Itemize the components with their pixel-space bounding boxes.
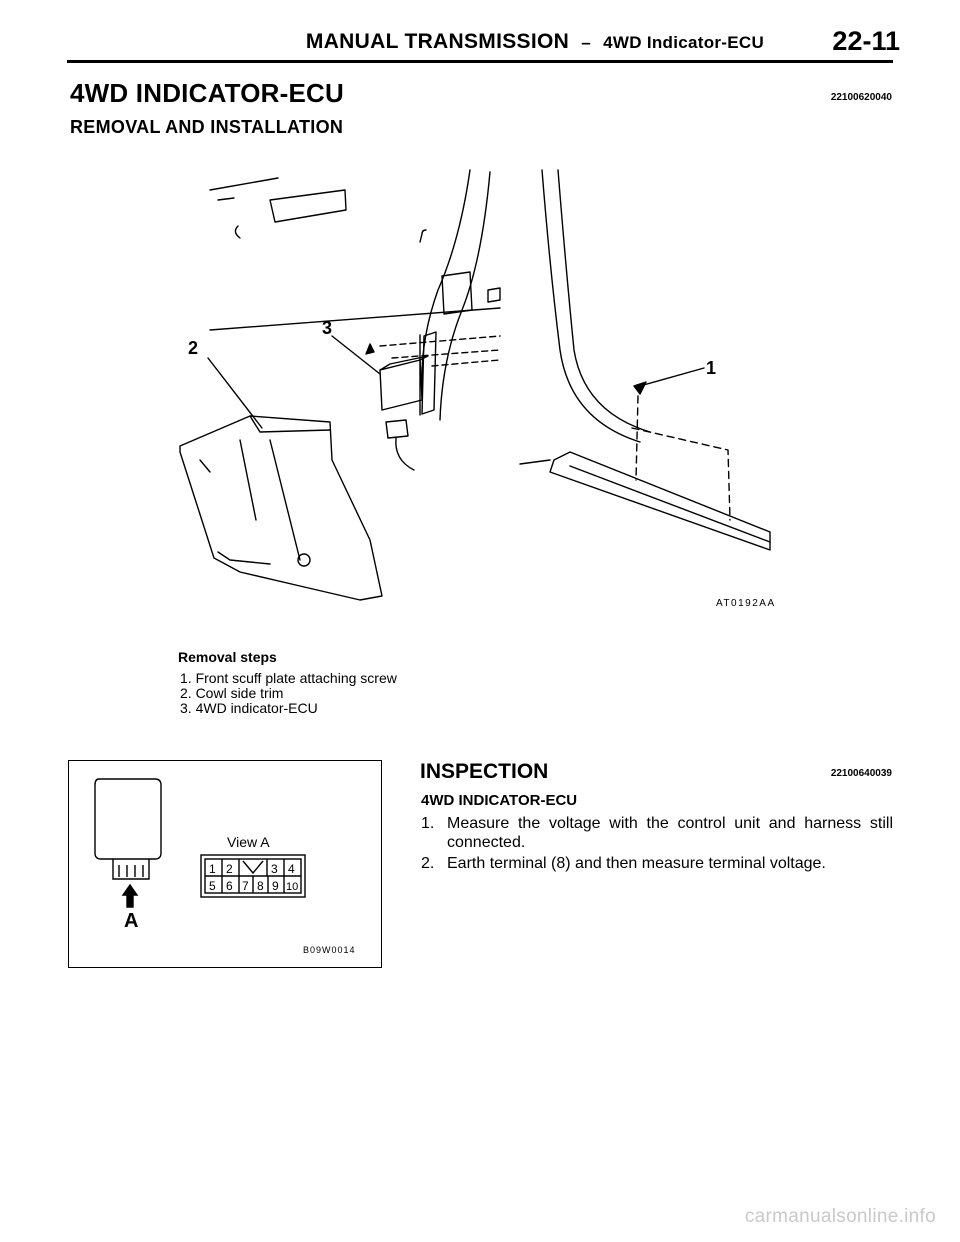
inspection-item — [421, 854, 893, 873]
inspection-item — [421, 814, 893, 852]
figure1-code: AT0192AA — [716, 598, 776, 609]
figure2-code: B09W0014 — [303, 945, 356, 955]
inspection-title: INSPECTION — [420, 760, 549, 783]
inspection-item-text: Earth terminal (8) and then measure terminal voltage. — [447, 855, 826, 872]
pin-2: 2 — [226, 862, 233, 876]
header-subtitle: 4WD Indicator-ECU — [603, 33, 765, 52]
pin-8: 8 — [257, 879, 264, 893]
pin-5: 5 — [209, 879, 216, 893]
pin-9: 9 — [272, 879, 279, 893]
pin-10: 10 — [286, 881, 299, 893]
section-title: 4WD INDICATOR-ECU — [70, 78, 344, 108]
pin-3: 3 — [271, 862, 278, 876]
running-header — [250, 30, 820, 54]
callout-3: 3 — [322, 318, 333, 338]
inspection-subtitle: 4WD INDICATOR-ECU — [421, 792, 578, 809]
header-separator: – — [581, 33, 591, 52]
connector-face — [201, 855, 305, 897]
page-number: 22-11 — [832, 26, 900, 56]
view-a-label: View A — [227, 834, 270, 850]
callout-2: 2 — [188, 338, 199, 358]
inspection-item-number: 2. — [421, 855, 435, 872]
removal-illustration — [170, 160, 810, 620]
arrow-label-a: A — [124, 910, 139, 932]
pin-1: 1 — [209, 862, 216, 876]
header-rule — [67, 60, 893, 63]
inspection-list — [421, 814, 893, 875]
pin-4: 4 — [288, 862, 295, 876]
inspection-code: 22100640039 — [830, 768, 892, 779]
inspection-item-text: Measure the voltage with the control unit and harness still connected. — [447, 815, 893, 851]
removal-steps — [178, 650, 397, 716]
header-title: MANUAL TRANSMISSION — [305, 30, 570, 53]
removal-steps-heading: Removal steps — [178, 649, 277, 665]
pin-6: 6 — [226, 879, 233, 893]
pin-7: 7 — [242, 879, 249, 893]
section-subtitle: REMOVAL AND INSTALLATION — [70, 117, 344, 137]
callout-1: 1 — [706, 358, 717, 378]
connector-illustration — [68, 760, 382, 968]
watermark: carmanualsonline.info — [744, 1206, 936, 1227]
section-code: 22100620040 — [830, 92, 892, 103]
inspection-item-number: 1. — [421, 815, 435, 832]
removal-step: 1. Front scuff plate attaching screw — [180, 670, 397, 686]
removal-step: 2. Cowl side trim — [180, 685, 284, 701]
removal-step: 3. 4WD indicator-ECU — [180, 700, 318, 716]
